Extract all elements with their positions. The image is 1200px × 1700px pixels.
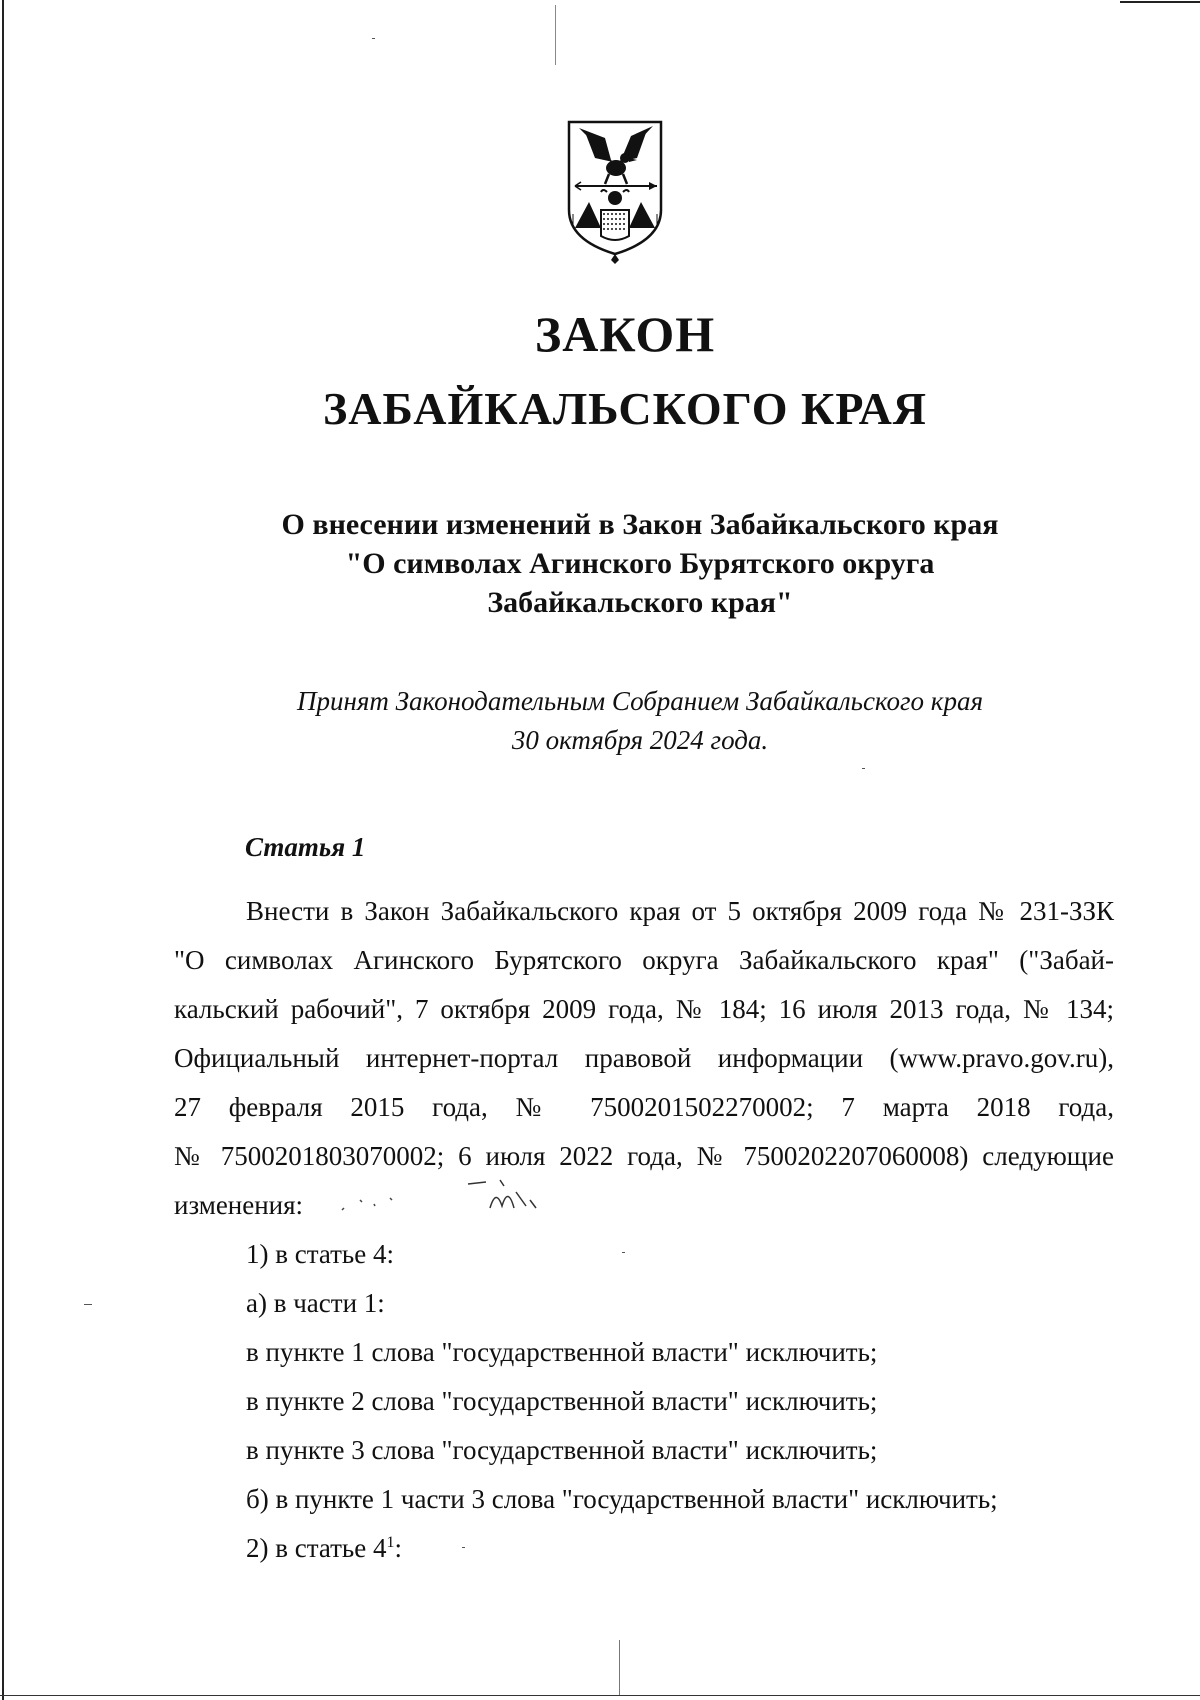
adoption-date: 30 октября 2024 года.	[511, 725, 769, 755]
superscript: 1	[386, 1534, 395, 1551]
law-subject-line: О внесении изменений в Закон Забайкальского края	[281, 508, 999, 541]
document-title: ЗАКОН	[534, 306, 716, 362]
handwritten-scribble	[340, 1178, 580, 1218]
body-line: 27 февраля 2015 года, № 7500201502270002; 7 марта 2018 года,	[174, 1092, 1114, 1122]
amendment-item: в пункте 1 слова "государственной власти" исключить;	[246, 1337, 878, 1367]
law-subject	[240, 505, 1040, 622]
law-subject-line: "О символах Агинского Бурятского округа	[345, 547, 935, 580]
scan-edge-left	[2, 0, 4, 1700]
body-line: № 7500201803070002; 6 июля 2022 года, № 7500202207060008) следующие	[174, 1141, 1114, 1171]
law-subject-line: Забайкальского края"	[487, 586, 793, 619]
amendment-item: 1) в статье 4:	[246, 1239, 394, 1269]
scan-speck	[372, 38, 375, 39]
scan-edge-bottom	[0, 1695, 1200, 1696]
amendment-item-text: 2) в статье 4	[246, 1533, 387, 1563]
article-body	[174, 887, 1114, 1573]
coat-of-arms-emblem	[565, 118, 665, 268]
adoption-note-line: Принят Законодательным Собранием Забайкальского края	[296, 686, 983, 716]
body-line: Официальный интернет-портал правовой информации (www.pravo.gov.ru),	[174, 1043, 1114, 1073]
body-line: "О символах Агинского Бурятского округа Забайкальского края" ("Забай-	[174, 945, 1114, 975]
article-heading: Статья 1	[245, 832, 366, 862]
amendment-item: в пункте 3 слова "государственной власти" исключить;	[246, 1435, 878, 1465]
scan-speck	[862, 768, 865, 769]
amendment-item-colon: :	[394, 1533, 402, 1563]
scan-mark-bottom	[619, 1640, 620, 1695]
body-line: кальский рабочий", 7 октября 2009 года, № 184; 16 июля 2013 года, № 134;	[174, 994, 1114, 1024]
body-line: изменения:	[174, 1190, 304, 1220]
scan-speck	[84, 1304, 92, 1305]
adoption-note	[240, 682, 1040, 760]
amendment-item: в пункте 2 слова "государственной власти" исключить;	[246, 1386, 878, 1416]
scan-mark-top	[555, 5, 556, 65]
scan-edge-top	[1120, 1, 1200, 3]
document-title-region: ЗАБАЙКАЛЬСКОГО КРАЯ	[322, 383, 928, 434]
amendment-item: а) в части 1:	[246, 1288, 385, 1318]
body-line: Внести в Закон Забайкальского края от 5 октября 2009 года № 231-ЗЗК	[246, 896, 1114, 926]
amendment-item-article-4-1	[174, 1524, 1114, 1573]
amendment-item: б) в пункте 1 части 3 слова "государственной власти" исключить;	[246, 1484, 998, 1514]
